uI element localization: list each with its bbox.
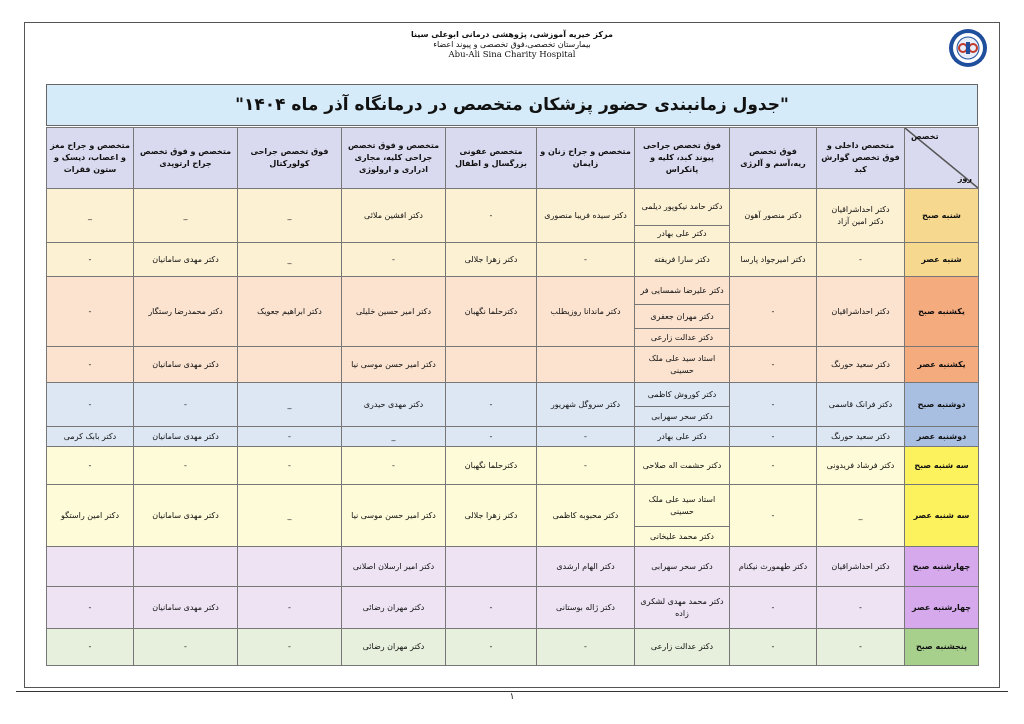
table-cell [446,547,537,587]
table-cell: - [537,243,635,277]
column-header: فوق تخصص جراحی پیوند کبد، کلیه و پانکراس [635,128,730,189]
table-cell: دکتر مهدی سامانیان [134,485,238,547]
day-cell: دوشنبه صبح [905,383,979,427]
table-cell: - [134,447,238,485]
table-cell: - [446,427,537,447]
table-cell: دکتر مهدی سامانیان [134,427,238,447]
day-cell: شنبه صبح [905,189,979,243]
table-cell: دکتر سعید حورنگ [817,427,905,447]
day-cell: شنبه عصر [905,243,979,277]
table-row [47,485,979,527]
table-cell: دکتر زهرا جلالی [446,243,537,277]
table-cell: دکترحلما نگهبان [446,277,537,347]
table-cell: دکتر سعید حورنگ [817,347,905,383]
table-cell: - [730,587,817,629]
table-cell: دکتر سارا فریفته [635,243,730,277]
table-cell: - [446,629,537,666]
table-cell [134,547,238,587]
table-cell: دکتر افشین ملائی [342,189,446,243]
column-header: متخصص عفونی بزرگسال و اطفال [446,128,537,189]
table-cell: دکتر مهران رضائی [342,587,446,629]
table-cell: - [817,629,905,666]
column-header: متخصص و فوق تخصص جراحی کلیه، مجاری ادراری و ارولوژی [342,128,446,189]
table-header-row [47,128,979,189]
table-cell: - [537,629,635,666]
table-cell: دکتر الهام ارشدی [537,547,635,587]
table-cell: - [342,447,446,485]
table-cell: - [730,347,817,383]
table-cell: دکتر ابراهیم جعویک [238,277,342,347]
table-cell: دکتر امین راستگو [47,485,134,547]
table-cell: دکتر حامد نیکوپور دیلمی [635,189,730,226]
table-row [47,189,979,226]
table-cell: دکتر مهران جعفری [635,305,730,329]
table-cell: دکتر علیرضا شمسایی فر [635,277,730,305]
column-header: متخصص و جراح مغز و اعصاب، دیسک و ستون فقرات [47,128,134,189]
table-cell [446,347,537,383]
table-cell: _ [342,427,446,447]
table-row [47,587,979,629]
table-cell: دکتر محمدرضا رستگار [134,277,238,347]
table-cell: دکتر زهرا جلالی [446,485,537,547]
table-row [47,447,979,485]
day-cell: پنجشنبه صبح [905,629,979,666]
schedule-table [46,127,979,666]
table-cell [817,189,905,243]
table-row [47,277,979,305]
day-cell: چهارشنبه صبح [905,547,979,587]
table-cell [537,347,635,383]
day-cell: یکشنبه صبح [905,277,979,347]
table-cell: دکتر محمد علیخانی [635,527,730,547]
table-cell: دکترحلما نگهبان [446,447,537,485]
table-cell: دکتر سحر سهرابی [635,407,730,427]
header-line-2: بیمارستان تخصصی،فوق تخصصی و پیوند اعضاء [433,40,591,49]
table-cell: - [817,587,905,629]
table-cell: - [342,243,446,277]
hospital-header [0,30,1024,60]
table-cell: - [537,427,635,447]
table-cell: دکتر احداشراقیان [817,277,905,347]
column-header: فوق تخصص ریه،آسم و آلرژی [730,128,817,189]
header-line-1: مرکز خیریه آموزشی، پژوهشی درمانی ابوعلی سینا [411,30,613,39]
hospital-logo-icon [948,28,988,68]
table-cell: دکتر ماندانا روزیطلب [537,277,635,347]
table-cell: استاد سید علی ملک حسینی [635,485,730,527]
table-cell: - [238,629,342,666]
table-cell: - [47,277,134,347]
table-cell: - [730,277,817,347]
table-cell: - [446,383,537,427]
table-cell [47,547,134,587]
table-cell [238,347,342,383]
table-cell: - [446,189,537,243]
table-cell: - [47,243,134,277]
table-cell: دکتر عدالت زارعی [635,629,730,666]
column-header: متخصص داخلی و فوق تخصص گوارش کبد [817,128,905,189]
table-cell: دکتر سیده فریبا منصوری [537,189,635,243]
table-cell: _ [134,189,238,243]
table-cell: - [47,447,134,485]
page-number: ۱ [509,692,515,702]
column-header: فوق تخصص جراحی کولورکتال [238,128,342,189]
table-cell: دکتر فرانک قاسمی [817,383,905,427]
table-cell: دکتر طهمورث نیکنام [730,547,817,587]
table-cell: - [238,427,342,447]
table-row [47,629,979,666]
table-cell: دکتر امیر حسن موسی نیا [342,485,446,547]
table-cell: دکتر مهدی حیدری [342,383,446,427]
table-cell: دکتر احداشراقیان [817,547,905,587]
table-cell: - [730,629,817,666]
table-cell: - [134,629,238,666]
table-cell: دکتر سحر سهرابی [635,547,730,587]
column-header: متخصص و فوق تخصص جراح ارتوپدی [134,128,238,189]
table-cell: - [537,447,635,485]
table-cell: _ [238,383,342,427]
header-line-3: Abu-Ali Sina Charity Hospital [448,50,576,60]
table-cell: دکتر محمد مهدی لشکری زاده [635,587,730,629]
table-cell: - [238,587,342,629]
table-cell: دکتر کوروش کاظمی [635,383,730,407]
header-corner-cell [905,128,979,189]
table-cell: - [446,587,537,629]
table-cell: - [730,427,817,447]
table-cell: - [238,447,342,485]
doctor-name: دکتر امین آزاد [837,216,884,226]
page-title: "جدول زمانبندی حضور پزشکان متخصص در درمانگاه آذر ماه ۱۴۰۴" [46,84,978,126]
table-cell: دکتر حشمت اله صلاحی [635,447,730,485]
table-row [47,427,979,447]
table-cell: استاد سید علی ملک حسینی [635,347,730,383]
table-cell: - [47,347,134,383]
table-cell: دکتر مهران رضائی [342,629,446,666]
table-cell: - [47,383,134,427]
table-cell: دکتر امیرجواد پارسا [730,243,817,277]
table-cell: دکتر امیر ارسلان اصلانی [342,547,446,587]
column-header: متخصص و جراح زنان و زایمان [537,128,635,189]
table-cell: _ [238,189,342,243]
table-cell: - [47,587,134,629]
table-row [47,547,979,587]
corner-specialty-label: تخصص [911,132,939,141]
table-cell: دکتر عدالت زارعی [635,329,730,347]
table-cell: دکتر فرشاد فریدونی [817,447,905,485]
table-cell: دکتر علی بهادر [635,226,730,243]
table-cell [238,547,342,587]
day-cell: دوشنبه عصر [905,427,979,447]
corner-day-label: روز [957,174,972,183]
table-cell: _ [238,243,342,277]
table-cell: - [134,383,238,427]
table-cell: دکتر سروگل شهریور [537,383,635,427]
table-cell: دکتر مهدی سامانیان [134,243,238,277]
table-row [47,383,979,407]
table-cell: دکتر مهدی سامانیان [134,347,238,383]
table-cell: _ [47,189,134,243]
day-cell: سه شنبه صبح [905,447,979,485]
day-cell: یکشنبه عصر [905,347,979,383]
table-cell: دکتر امیر حسن موسی نیا [342,347,446,383]
table-cell: دکتر محبوبه کاظمی [537,485,635,547]
table-row [47,243,979,277]
table-cell: - [730,447,817,485]
day-cell: چهارشنبه عصر [905,587,979,629]
table-cell: دکتر علی بهادر [635,427,730,447]
doctor-name: دکتر احداشراقیان [831,204,890,214]
day-cell: سه شنبه عصر [905,485,979,547]
table-cell: دکتر مهدی سامانیان [134,587,238,629]
table-cell: - [730,485,817,547]
table-cell: دکتر بابک کرمی [47,427,134,447]
table-cell: دکتر ژاله بوستانی [537,587,635,629]
table-cell: دکتر امیر حسین خلیلی [342,277,446,347]
table-cell: - [47,629,134,666]
table-cell: - [817,243,905,277]
table-cell: _ [238,485,342,547]
table-cell: _ [817,485,905,547]
table-cell: دکتر منصور آهون [730,189,817,243]
table-cell: - [730,383,817,427]
table-row [47,347,979,383]
